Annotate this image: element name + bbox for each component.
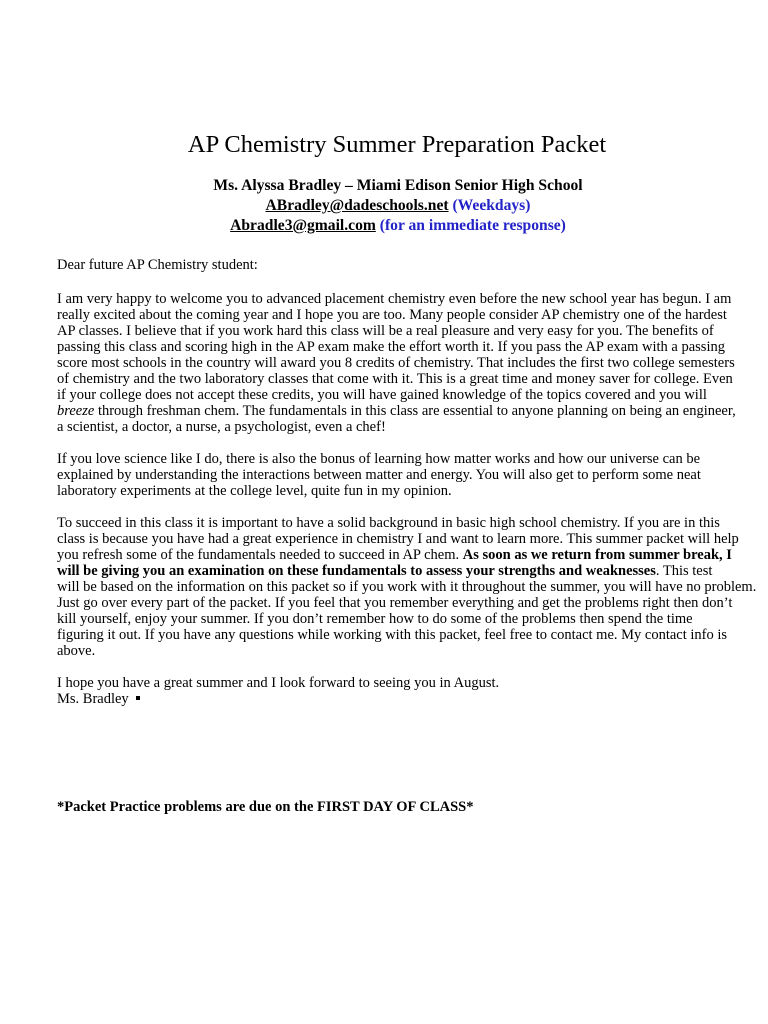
p3-line xyxy=(57,563,747,579)
salutation: Dear future AP Chemistry student: xyxy=(57,257,258,273)
paragraph-benefits xyxy=(57,291,747,435)
p1-line: score most schools in the country will award you 8 credits of chemistry. That includes the first two college semesters xyxy=(57,355,735,371)
closing-line: I hope you have a great summer and I look forward to seeing you in August. xyxy=(57,675,500,691)
p3-line: will be based on the information on this packet so if you work with it throughout the summer, you will have no problem. xyxy=(57,579,757,595)
exam-notice-bold: will be giving you an examination on these fundamentals to assess your strengths and weaknesses xyxy=(57,563,656,579)
p1-line: if your college does not accept these credits, you will have gained knowledge of the topics covered and you will xyxy=(57,387,707,403)
p1-line: a scientist, a doctor, a nurse, a psychologist, even a chef! xyxy=(57,419,386,435)
p2-line: If you love science like I do, there is also the bonus of learning how matter works and how our universe can be xyxy=(57,451,701,467)
work-email-note: (Weekdays) xyxy=(452,197,531,214)
teacher-line: Ms. Alyssa Bradley – Miami Edison Senior High School xyxy=(213,177,583,194)
p1-line: really excited about the coming year and I hope you are too. Many people consider AP chemistry one of the hardest xyxy=(57,307,727,323)
p3-line xyxy=(57,547,747,563)
paragraph-science-bonus xyxy=(57,451,747,499)
p2-line: laboratory experiments at the college level, quite fun in my opinion. xyxy=(57,483,452,499)
p1-line: passing this class and scoring high in the AP exam make the effort worth it. If you pass the AP exam with a passing xyxy=(57,339,725,355)
p1-line: I am very happy to welcome you to advanced placement chemistry even before the new school year has begun. I am xyxy=(57,291,732,307)
p1-line: of chemistry and the two laboratory classes that come with it. This is a great time and money saver for college. Even xyxy=(57,371,733,387)
p3-line: kill yourself, enjoy your summer. If you don’t remember how to do some of the problems then spend the time xyxy=(57,611,693,627)
document-title: AP Chemistry Summer Preparation Packet xyxy=(187,131,607,158)
p3-line-plain: you refresh some of the fundamentals needed to succeed in AP chem. xyxy=(57,547,463,563)
bullet-mark xyxy=(136,696,140,700)
italic-word-breeze: breeze xyxy=(57,403,95,419)
p1-line: AP classes. I believe that if you work hard this class will be a real pleasure and very easy for you. The benefits of xyxy=(57,323,714,339)
personal-email-link[interactable]: Abradle3@gmail.com xyxy=(230,217,376,234)
paragraph-exam-notice xyxy=(57,515,757,659)
signature-line xyxy=(57,691,747,707)
work-email-line xyxy=(0,196,768,216)
p2-line: explained by understanding the interactions between matter and energy. You will also get to perform some neat xyxy=(57,467,701,483)
contact-block xyxy=(0,176,768,236)
p3-line-plain: . This test xyxy=(655,563,713,579)
letter-body xyxy=(57,257,757,707)
p3-line: To succeed in this class it is important to have a solid background in basic high school chemistry. If you are in this xyxy=(57,515,720,531)
work-email-link[interactable]: ABradley@dadeschools.net xyxy=(265,197,449,214)
p1-line-rest: through freshman chem. The fundamentals in this class are essential to anyone planning on being an engineer, xyxy=(94,403,736,419)
p3-line: figuring it out. If you have any questions while working with this packet, feel free to contact me. My contact info is xyxy=(57,627,728,643)
personal-email-line xyxy=(0,216,768,236)
p3-line: class is because you have had a great experience in chemistry I and want to learn more. This summer packet will help xyxy=(57,531,739,547)
signature: Ms. Bradley xyxy=(57,691,129,707)
closing-block xyxy=(57,675,747,707)
personal-email-note: (for an immediate response) xyxy=(379,217,566,234)
p3-line: above. xyxy=(57,643,96,659)
p3-line: Just go over every part of the packet. If you feel that you remember everything and get the problems right then don’t xyxy=(57,595,733,611)
p1-line xyxy=(57,403,747,419)
deadline-note: *Packet Practice problems are due on the FIRST DAY OF CLASS* xyxy=(57,799,474,815)
exam-notice-bold: As soon as we return from summer break, I xyxy=(462,547,732,563)
